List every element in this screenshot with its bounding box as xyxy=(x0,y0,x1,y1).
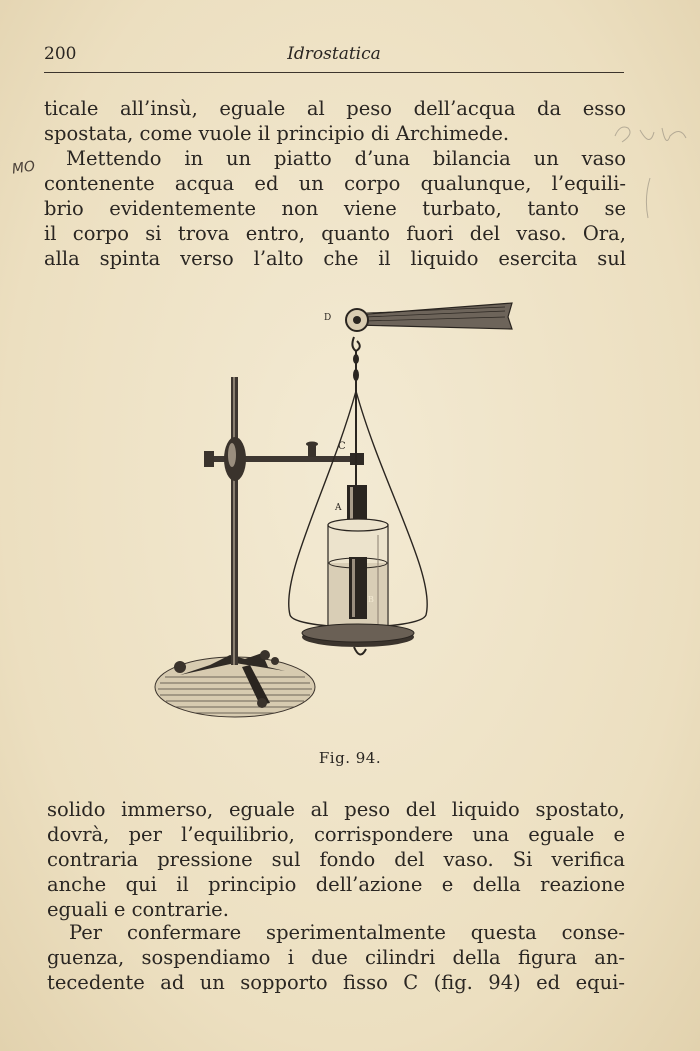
text-line: il corpo si trova entro, quanto fuori del vaso. Ora, xyxy=(44,222,626,245)
text-line: anche qui il principio dell’azione e della reazione xyxy=(47,873,625,896)
text-line: ticale all’insù, eguale al peso dell’acqua da esso xyxy=(44,97,626,120)
text-line: contraria pressione sul fondo del vaso. Si verifica xyxy=(47,848,625,871)
paragraph-3 xyxy=(47,797,625,922)
page-header xyxy=(44,44,624,74)
label-b: B xyxy=(368,595,374,604)
text-line: tecedente ad un sopporto fisso C (fig. 94) ed equi- xyxy=(47,971,625,994)
running-title: Idrostatica xyxy=(287,44,381,64)
text-line: eguali e contrarie. xyxy=(47,898,229,921)
page-number: 200 xyxy=(44,44,77,64)
text-line: contenente acqua ed un corpo qualunque, l’equili- xyxy=(44,172,626,195)
text-line: Per confermare sperimentalmente questa conse- xyxy=(69,921,625,944)
paragraph-1 xyxy=(44,96,626,271)
text-line: brio evidentemente non viene turbato, tanto se xyxy=(44,197,626,220)
text-line: alla spinta verso l’alto che il liquido esercita sul xyxy=(44,247,626,270)
margin-handwritten-note: MO xyxy=(10,158,37,178)
text-line: spostata, come vuole il principio di Archimede. xyxy=(44,122,510,145)
text-line: Mettendo in un piatto d’una bilancia un vaso xyxy=(66,147,626,170)
header-rule xyxy=(44,72,624,73)
paragraph-4 xyxy=(47,920,625,995)
figure-caption: Fig. 94. xyxy=(318,749,382,767)
text-line: guenza, sospendiamo i due cilindri della figura an- xyxy=(47,946,625,969)
text-line: solido immerso, eguale al peso del liquido spostato, xyxy=(47,798,625,821)
text-line: dovrà, per l’equilibrio, corrispondere una eguale e xyxy=(47,823,625,846)
figure-94-illustration xyxy=(150,295,530,735)
label-a: A xyxy=(335,503,342,513)
label-c: C xyxy=(338,441,346,452)
label-d: D xyxy=(324,313,332,323)
